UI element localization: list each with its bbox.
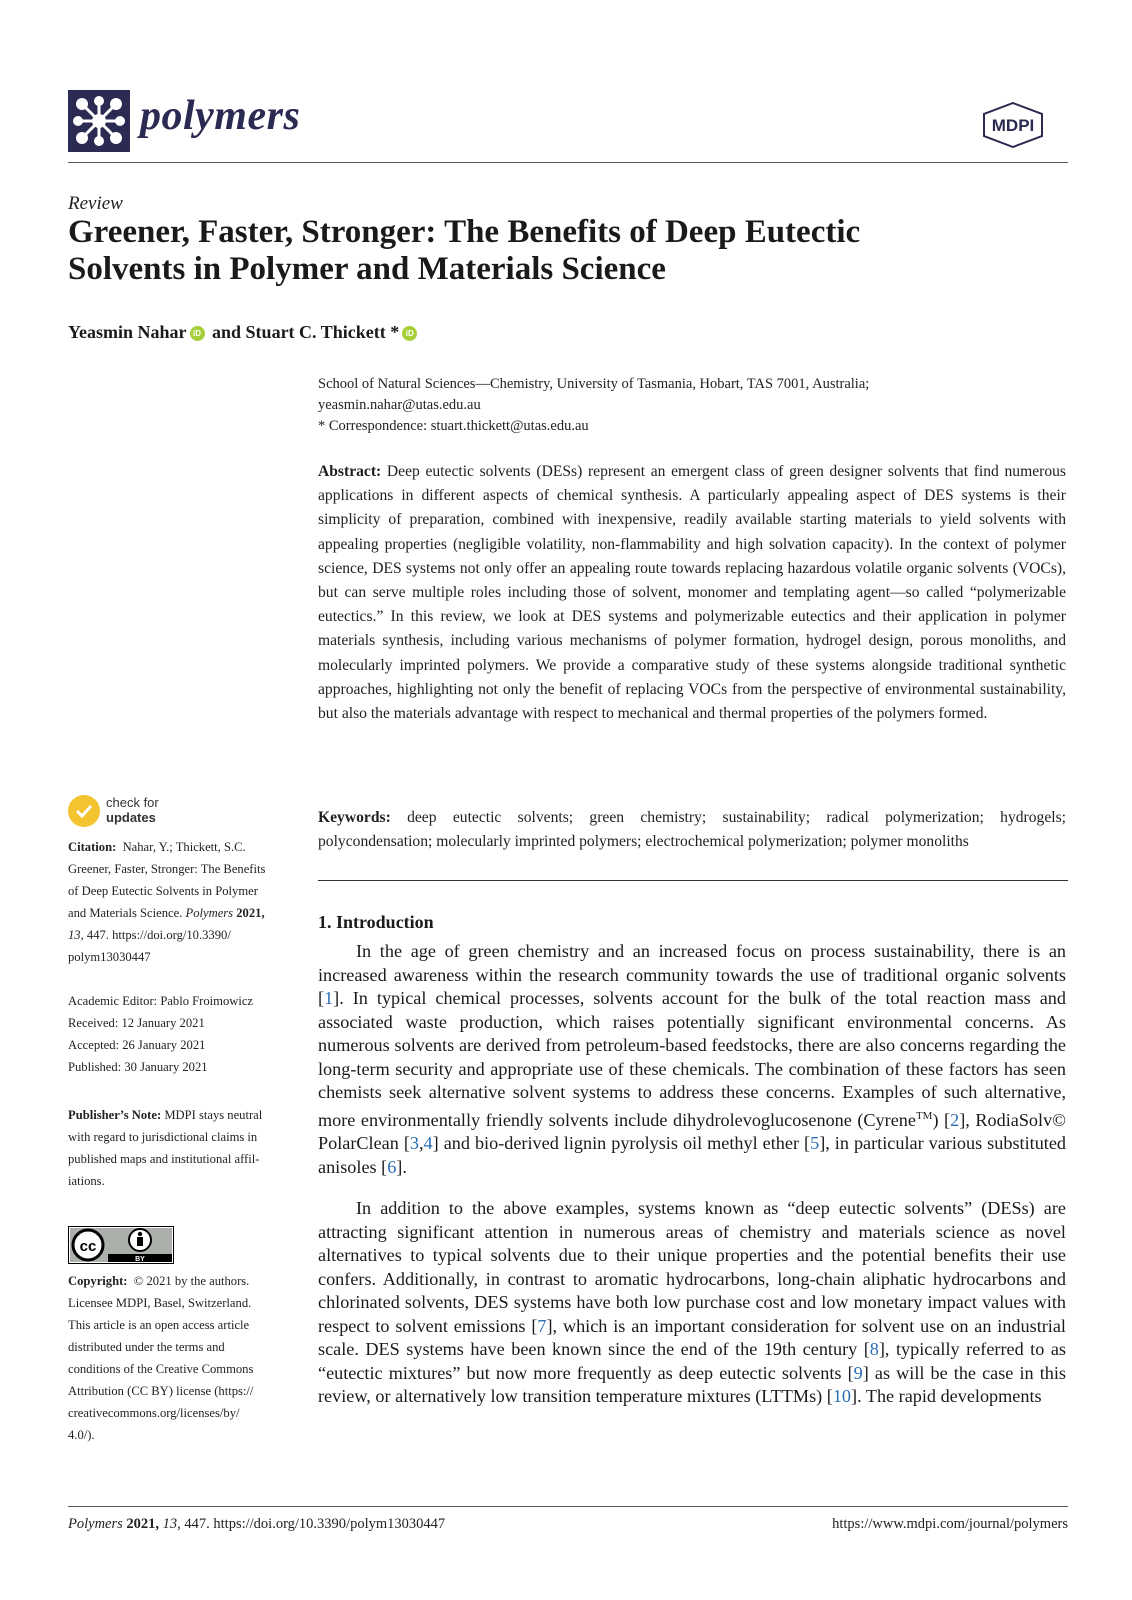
footer-journal-url[interactable]: https://www.mdpi.com/journal/polymers	[832, 1516, 1068, 1532]
check-updates-line-2: updates	[106, 810, 156, 825]
mdpi-logo-text: MDPI	[991, 116, 1035, 135]
publisher-note-label: Publisher’s Note:	[68, 1108, 162, 1122]
body-text: ] as will be the case in this review, or alternatively low transition temperature mixtures (LTTMs) [	[318, 1362, 1066, 1406]
received-date: Received: 12 January 2021	[68, 1016, 205, 1030]
citation-doi[interactable]: 447. https://doi.org/10.3390/	[86, 928, 231, 942]
intro-paragraph-2	[318, 1197, 1066, 1409]
reference-link[interactable]: 8	[869, 1339, 879, 1359]
article-title	[68, 214, 1028, 288]
citation-journal: Polymers	[185, 906, 234, 920]
published-date: Published: 30 January 2021	[68, 1060, 208, 1074]
copyright-text: Licensee MDPI, Basel, Switzerland.	[68, 1296, 252, 1310]
academic-editor: Academic Editor: Pablo Froimowicz	[68, 994, 254, 1008]
license-link[interactable]: 4.0/).	[68, 1428, 95, 1442]
publisher-note-text: published maps and institutional affil-	[68, 1152, 260, 1166]
body-text: ], RodiaSolv© PolarClean [	[318, 1109, 1066, 1154]
header-divider	[68, 162, 1068, 163]
abstract-text: Deep eutectic solvents (DESs) represent an emergent class of green designer solvents that find numerous applications in different aspects of chemical synthesis. A particularly appealing aspect of DES systems is their simplicity of preparation, combined with inexpensive, readily available starting materials to yield solvents with appealing properties (negligible volatility, non-flammability and high solvation capacity). In the context of polymer science, DES systems not only offer an appealing route towards replacing hazardous volatile organic solvents (VOCs), but can serve multiple roles including those of solvent, monomer and templating agent—so called “polymerizable eutectics.” In this review, we look at DES systems and polymerizable eutectics and their application in polymer materials synthesis, including various mechanisms of polymer formation, hydrogel design, porous monoliths, and molecularly imprinted polymers. We provide a comparative study of these systems alongside traditional synthetic approaches, highlighting not only the benefit of replacing VOCs from the perspective of environmental sustainability, but also the materials advantage with respect to mechanical and thermal properties of the polymers formed.	[318, 463, 1067, 723]
citation-text: Greener, Faster, Stronger: The Benefits	[68, 862, 266, 876]
citation-year: 2021,	[236, 906, 265, 920]
article-dates	[68, 990, 290, 1078]
body-text: ], in particular various substituted anisoles [	[318, 1133, 1067, 1177]
body-text: ], which is an important consideration for solvent use on an industrial scale. DES systems have been known since the end of the 19th century [	[318, 1315, 1066, 1359]
author-1[interactable]: Yeasmin Nahar	[68, 322, 187, 342]
affiliation	[318, 374, 1058, 437]
citation-doi[interactable]: polym13030447	[68, 950, 151, 964]
reference-link[interactable]: 5	[810, 1133, 820, 1154]
reference-link[interactable]: 10	[832, 1386, 852, 1406]
section-heading: 1. Introduction	[318, 912, 434, 932]
publisher-note-text: MDPI stays neutral	[164, 1108, 263, 1122]
abstract	[318, 460, 1066, 726]
citation-text: and Materials Science.	[68, 906, 183, 920]
reference-link[interactable]: 4	[423, 1133, 433, 1154]
author-join: and	[212, 322, 242, 342]
publisher-note-text: with regard to jurisdictional claims in	[68, 1130, 258, 1144]
footer-volume: 13,	[162, 1516, 181, 1532]
body-text: ], typically referred to as “eutectic mixtures” but now more frequently as deep eutectic solvents [	[318, 1339, 1066, 1383]
mdpi-logo	[982, 102, 1044, 148]
footer-year: 2021,	[126, 1516, 160, 1532]
cc-by-license-icon[interactable]	[68, 1226, 174, 1264]
footer-divider	[68, 1506, 1068, 1507]
keywords-text: deep eutectic solvents; green chemistry; sustainability; radical polymerization; hydrogels; polycondensation; molecularly imprinted polymers; electrochemical polymerization; polymer monoliths	[318, 809, 1066, 850]
title-line-1: Greener, Faster, Stronger: The Benefits of Deep Eutectic	[68, 214, 861, 250]
journal-name: polymers	[140, 93, 301, 139]
reference-link[interactable]: 2	[950, 1109, 960, 1130]
reference-link[interactable]: 7	[537, 1315, 547, 1336]
footer-doi[interactable]: 447. https://doi.org/10.3390/polym13030447	[184, 1516, 446, 1532]
publisher-note-text: iations.	[68, 1174, 105, 1188]
publisher-note	[68, 1104, 290, 1192]
copyright-text: © 2021 by the authors.	[133, 1274, 250, 1288]
body-text: ]. The rapid developments	[851, 1386, 1042, 1406]
reference-link[interactable]: 6	[387, 1156, 397, 1177]
body-text: ].	[396, 1156, 407, 1177]
abstract-label: Abstract:	[318, 463, 382, 480]
citation-label: Citation:	[68, 840, 117, 854]
copyright-text: This article is an open access article	[68, 1318, 250, 1332]
polymers-logo-icon	[68, 90, 130, 152]
body-text: ) [	[932, 1109, 951, 1130]
copyright-block	[68, 1270, 290, 1446]
trademark: TM	[915, 1109, 933, 1122]
citation-volume: 13,	[68, 928, 84, 942]
citation-text: of Deep Eutectic Solvents in Polymer	[68, 884, 258, 898]
orcid-icon[interactable]: iD	[190, 326, 205, 341]
copyright-text: conditions of the Creative Commons	[68, 1362, 254, 1376]
check-for-updates-button[interactable]	[68, 795, 208, 829]
intro-paragraph-1	[318, 940, 1066, 1179]
body-text: ] and bio-derived lignin pyrolysis oil methyl ether [	[432, 1133, 811, 1154]
citation-text: Nahar, Y.; Thickett, S.C.	[122, 840, 246, 854]
accepted-date: Accepted: 26 January 2021	[68, 1038, 206, 1052]
reference-link[interactable]: 9	[853, 1362, 863, 1383]
footer-citation	[68, 1516, 445, 1533]
keywords	[318, 806, 1066, 854]
affiliation-line: School of Natural Sciences—Chemistry, University of Tasmania, Hobart, TAS 7001, Australia;	[318, 376, 870, 392]
citation-block	[68, 836, 290, 968]
body-text: In addition to the above examples, systems known as “deep eutectic solvents” (DESs) are attracting significant attention in numerous areas of chemistry and materials science as novel alternatives to typical solvents due to their unique properties and the potential benefits their use confers. Additionally, in contrast to aromatic hydrocarbons, long-chain aliphatic hydrocarbons and chlorinated solvents, DES systems have both low purchase cost and low monetary impact values with respect to solvent emissions [	[318, 1198, 1066, 1336]
check-updates-line-1: check for	[106, 795, 159, 810]
affiliation-email[interactable]: yeasmin.nahar@utas.edu.au	[318, 397, 481, 413]
svg-text:cc: cc	[79, 1238, 97, 1255]
body-text: In the age of green chemistry and an increased focus on process sustainability, there is an increased awareness within the research community towards the use of traditional organic solvents [	[318, 941, 1066, 1008]
reference-link[interactable]: 3	[409, 1133, 419, 1154]
reference-link[interactable]: 1	[324, 988, 334, 1008]
check-updates-label	[106, 795, 159, 825]
correspondence: * Correspondence: stuart.thickett@utas.edu.au	[318, 418, 589, 434]
body-text: ]. In typical chemical processes, solvents account for the bulk of the total reaction mass and associated waste production, which raises potentially significant environmental concerns. As numerous solvents are derived from petroleum-based feedstocks, there are also concerns regarding the long-term security and appropriate use of these chemicals. The combination of these factors has seen chemists seek alternative solvent systems to address these concerns. Examples of such alternative, more environmentally friendly solvents include dihydrolevoglucosenone (Cyrene	[318, 988, 1066, 1130]
footer-journal: Polymers	[68, 1516, 123, 1532]
license-link[interactable]: creativecommons.org/licenses/by/	[68, 1406, 240, 1420]
orcid-icon[interactable]: iD	[402, 326, 417, 341]
author-2[interactable]: Stuart C. Thickett *	[245, 322, 400, 342]
section-divider	[318, 880, 1068, 881]
author-list	[68, 322, 420, 343]
title-line-2: Solvents in Polymer and Materials Science	[68, 251, 666, 287]
article-type: Review	[68, 193, 123, 214]
body-text: ,	[418, 1133, 424, 1154]
copyright-label: Copyright:	[68, 1274, 128, 1288]
keywords-label: Keywords:	[318, 809, 391, 826]
check-updates-icon	[68, 795, 100, 827]
copyright-text: Attribution (CC BY) license (https://	[68, 1384, 254, 1398]
cc-by-label: BY	[135, 1256, 145, 1263]
copyright-text: distributed under the terms and	[68, 1340, 225, 1354]
